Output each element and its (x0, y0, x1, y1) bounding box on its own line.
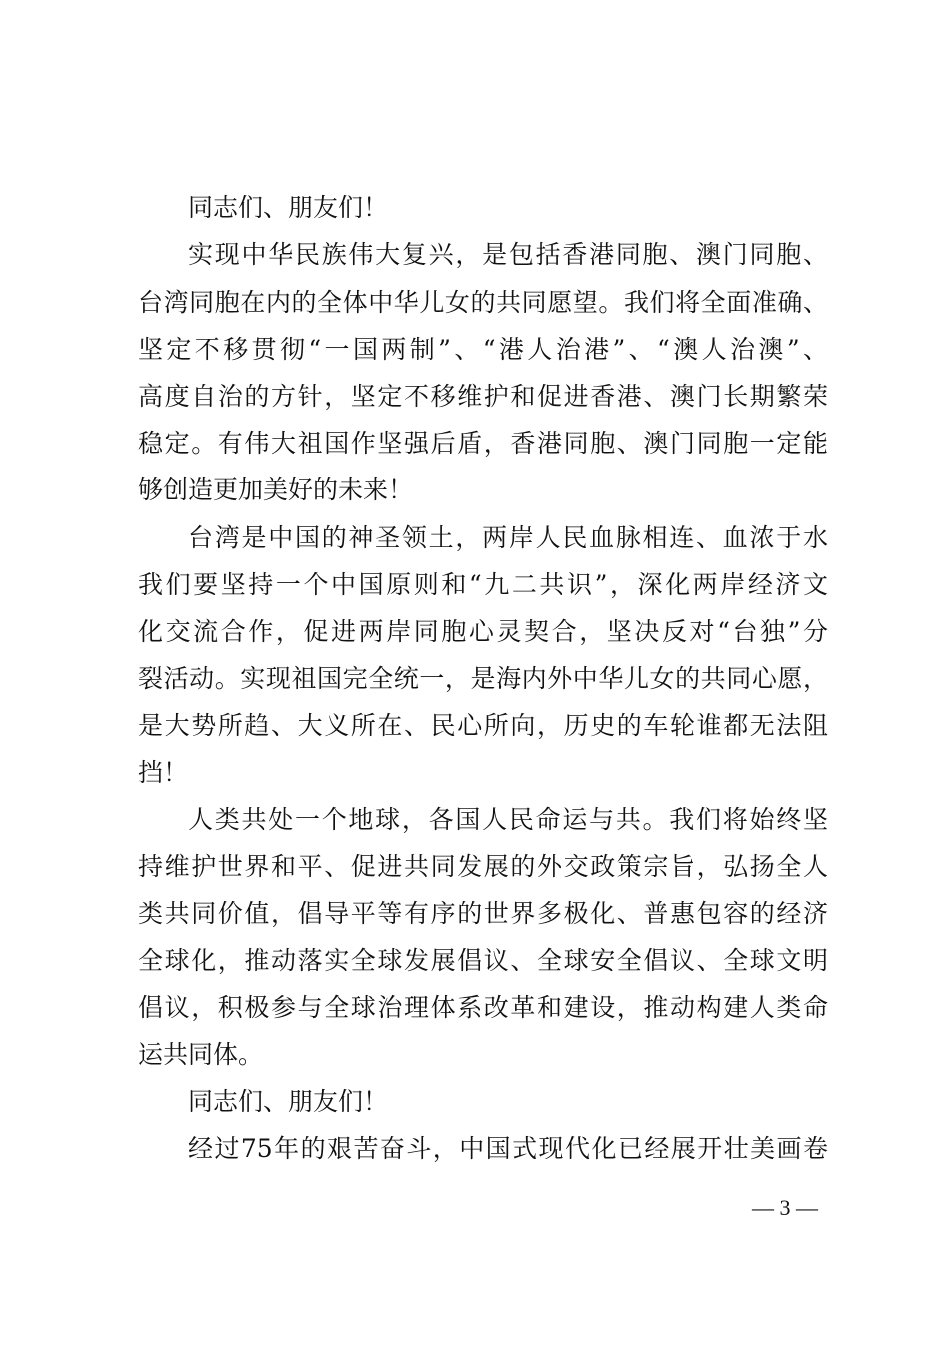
paragraph-line: 裂活动。实现祖国完全统一，是海内外中华儿女的共同心愿， (138, 664, 828, 693)
page-number: — 3 — (752, 1195, 818, 1220)
paragraph-line: 实现中华民族伟大复兴，是包括香港同胞、澳门同胞、 (188, 240, 828, 269)
paragraph-line: 倡议，积极参与全球治理体系改革和建设，推动构建人类命 (138, 993, 828, 1022)
greeting-line: 同志们、朋友们！ (188, 1087, 389, 1116)
paragraph-line: 够创造更加美好的未来！ (138, 475, 414, 504)
paragraph-line: 我们要坚持一个中国原则和“九二共识”，深化两岸经济文 (138, 570, 828, 599)
paragraph-line: 人类共处一个地球，各国人民命运与共。我们将始终坚 (188, 805, 828, 834)
greeting-line: 同志们、朋友们！ (188, 193, 389, 222)
paragraph-line: 运共同体。 (138, 1040, 264, 1069)
paragraph-line: 台湾是中国的神圣领土，两岸人民血脉相连、血浓于水 (188, 523, 828, 552)
paragraph-line: 是大势所趋、大义所在、民心所向，历史的车轮谁都无法阻 (138, 711, 828, 740)
paragraph-line: 挡！ (138, 758, 189, 787)
paragraph-line: 全球化，推动落实全球发展倡议、全球安全倡议、全球文明 (138, 946, 828, 975)
paragraph-line: 类共同价值，倡导平等有序的世界多极化、普惠包容的经济 (138, 899, 828, 928)
paragraph-line: 高度自治的方针，坚定不移维护和促进香港、澳门长期繁荣 (138, 382, 828, 411)
paragraph-line: 化交流合作，促进两岸同胞心灵契合，坚决反对“台独”分 (138, 617, 828, 646)
paragraph-line: 台湾同胞在内的全体中华儿女的共同愿望。我们将全面准确、 (138, 288, 828, 317)
paragraph-line: 持维护世界和平、促进共同发展的外交政策宗旨，弘扬全人 (138, 852, 828, 881)
paragraph-line: 坚定不移贯彻“一国两制”、“港人治港”、“澳人治澳”、 (138, 335, 828, 364)
paragraph-line: 稳定。有伟大祖国作坚强后盾，香港同胞、澳门同胞一定能 (138, 429, 828, 458)
paragraph-line: 经过75年的艰苦奋斗，中国式现代化已经展开壮美画卷 (188, 1134, 828, 1163)
